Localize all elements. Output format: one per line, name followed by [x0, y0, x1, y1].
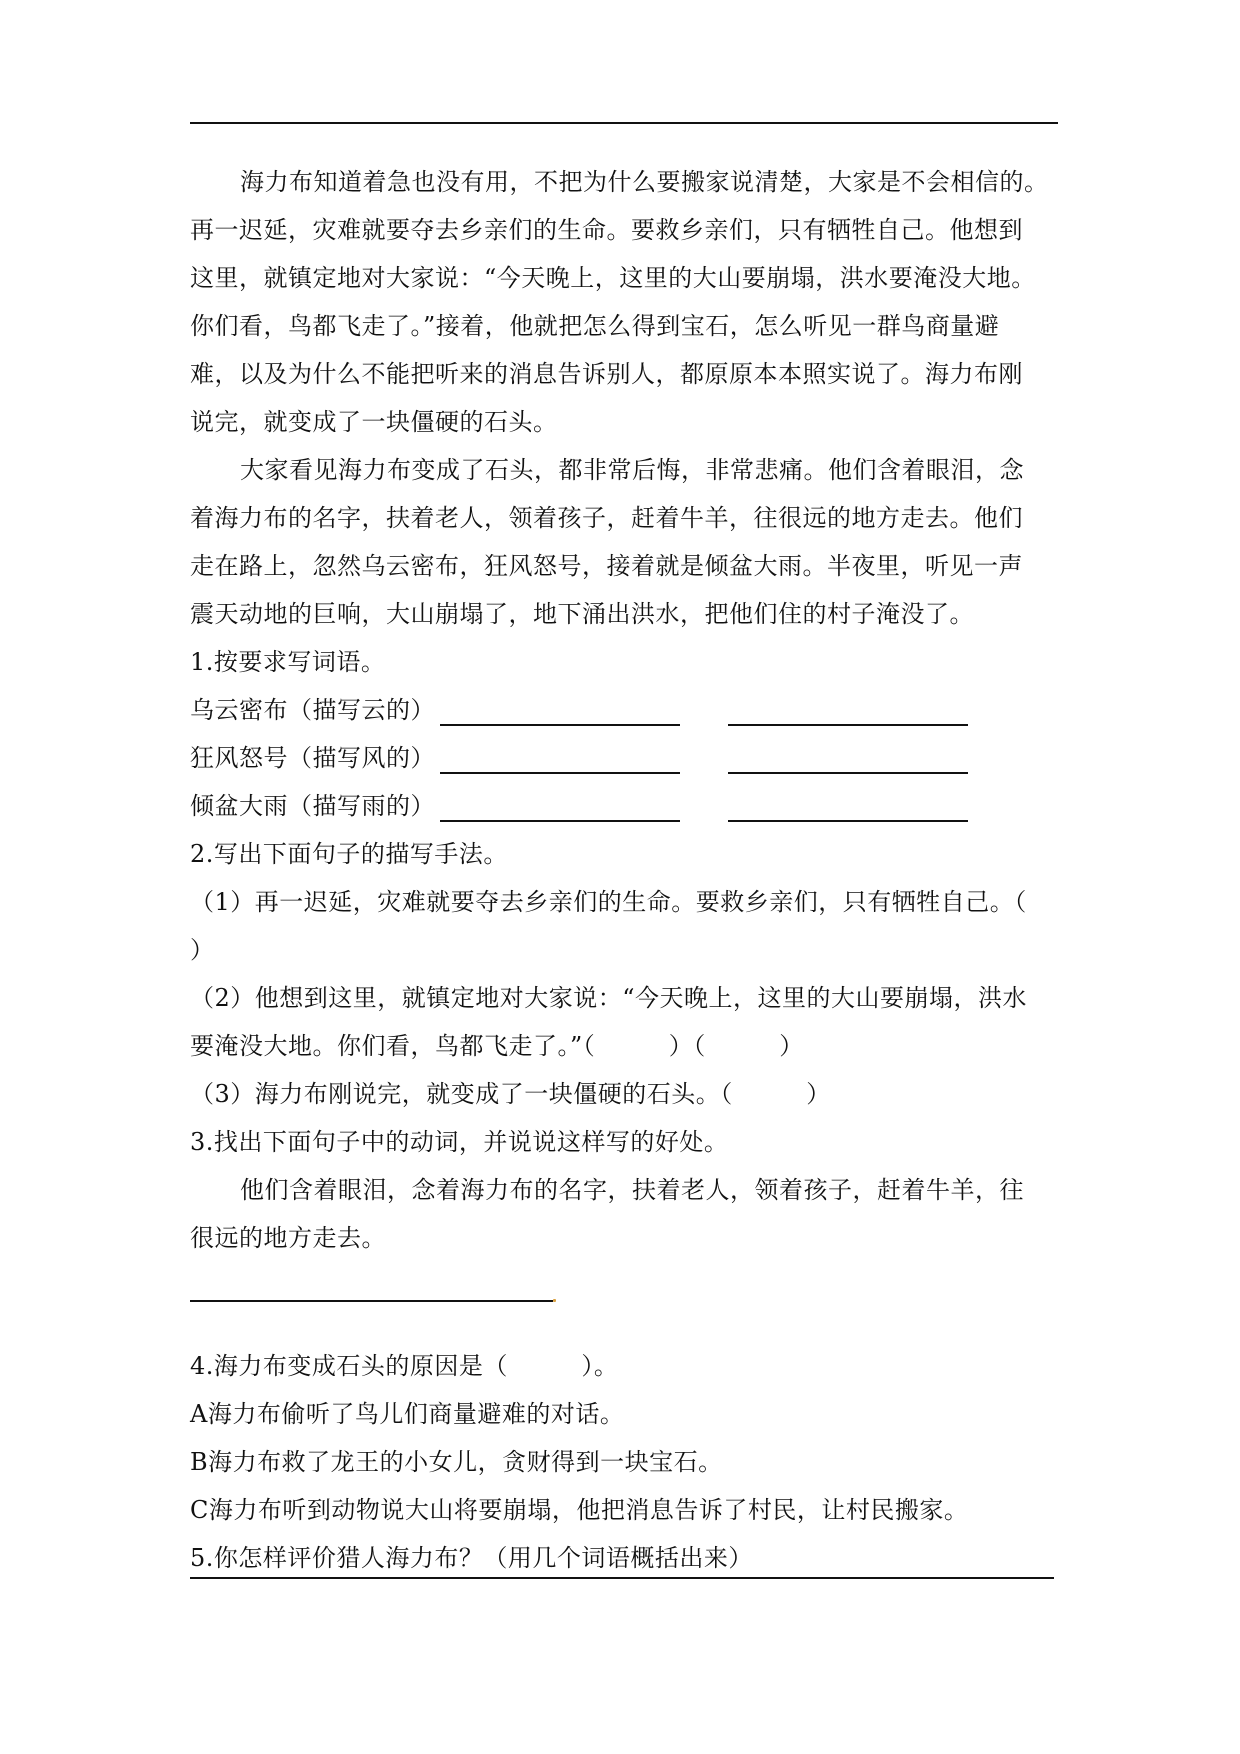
answer-blank[interactable]	[728, 772, 968, 774]
answer-blank[interactable]	[728, 820, 968, 822]
answer-blank[interactable]	[440, 820, 680, 822]
top-rule	[190, 122, 1058, 124]
bottom-rule	[190, 1577, 1054, 1579]
worksheet-content	[190, 158, 1070, 1582]
answer-blank[interactable]	[728, 724, 968, 726]
question-3-title: 3.找出下面句子中的动词，并说说这样写的好处。	[190, 1128, 729, 1156]
question-3-text: 他们含着眼泪，念着海力布的名字，扶着老人，领着孩子，赶着牛羊，往	[240, 1176, 1024, 1204]
passage-paragraph-1	[190, 158, 1070, 446]
passage-paragraph-2	[190, 446, 1070, 638]
question-5-title: 5.你怎样评价猎人海力布？（用几个词语概括出来）	[190, 1544, 753, 1572]
option-c[interactable]: C海力布听到动物说大山将要崩塌，他把消息告诉了村民，让村民搬家。	[190, 1496, 969, 1524]
sentence-1: （1）再一迟延，灾难就要夺去乡亲们的生命。要救乡亲们，只有牺牲自己。（	[190, 888, 1027, 916]
passage-line: 这里，就镇定地对大家说：“今天晚上，这里的大山要崩塌，洪水要淹没大地。	[190, 264, 1036, 292]
question-1	[190, 638, 1070, 830]
sentence-1-cont: ）	[190, 936, 215, 964]
sentence-2: （2）他想到这里，就镇定地对大家说：“今天晚上，这里的大山要崩塌，洪水	[190, 984, 1028, 1012]
question-2-title: 2.写出下面句子的描写手法。	[190, 840, 508, 868]
question-3	[190, 1118, 1070, 1312]
word-row-label: 乌云密布（描写云的）	[190, 696, 435, 724]
question-4-title: 4.海力布变成石头的原因是（ ）。	[190, 1352, 619, 1380]
passage-line: 说完，就变成了一块僵硬的石头。	[190, 408, 558, 436]
answer-blank[interactable]	[440, 772, 680, 774]
passage-line: 走在路上，忽然乌云密布，狂风怒号，接着就是倾盆大雨。半夜里，听见一声	[190, 552, 1023, 580]
passage-line: 震天动地的巨响，大山崩塌了，地下涌出洪水，把他们住的村子淹没了。	[190, 600, 974, 628]
passage-line: 大家看见海力布变成了石头，都非常后悔，非常悲痛。他们含着眼泪，念	[240, 456, 1024, 484]
question-1-title: 1.按要求写词语。	[190, 648, 386, 676]
question-5	[190, 1534, 1070, 1582]
sentence-3: （3）海力布刚说完，就变成了一块僵硬的石头。（ ）	[190, 1080, 831, 1108]
answer-blank[interactable]	[440, 724, 680, 726]
option-a[interactable]: A海力布偷听了鸟儿们商量避难的对话。	[190, 1400, 625, 1428]
answer-blank[interactable]	[190, 1300, 553, 1302]
option-b[interactable]: B海力布救了龙王的小女儿，贪财得到一块宝石。	[190, 1448, 723, 1476]
stray-mark	[553, 1299, 556, 1302]
word-row-cloud	[190, 686, 1070, 734]
word-row-rain	[190, 782, 1070, 830]
passage-line: 着海力布的名字，扶着老人，领着孩子，赶着牛羊，往很远的地方走去。他们	[190, 504, 1023, 532]
question-3-answer[interactable]	[190, 1262, 1070, 1312]
passage-line: 难，以及为什么不能把听来的消息告诉别人，都原原本本照实说了。海力布刚	[190, 360, 1023, 388]
passage-line: 你们看，鸟都飞走了。”接着，他就把怎么得到宝石，怎么听见一群鸟商量避	[190, 312, 1000, 340]
question-2	[190, 830, 1070, 1118]
passage-line: 再一迟延，灾难就要夺去乡亲们的生命。要救乡亲们，只有牺牲自己。他想到	[190, 216, 1023, 244]
word-row-wind	[190, 734, 1070, 782]
question-4	[190, 1342, 1070, 1534]
word-row-label: 狂风怒号（描写风的）	[190, 744, 435, 772]
passage-line: 海力布知道着急也没有用，不把为什么要搬家说清楚，大家是不会相信的。	[240, 168, 1049, 196]
question-3-text-cont: 很远的地方走去。	[190, 1224, 386, 1252]
sentence-2-cont: 要淹没大地。你们看，鸟都飞走了。”（ ）（ ）	[190, 1032, 804, 1060]
word-row-label: 倾盆大雨（描写雨的）	[190, 792, 435, 820]
